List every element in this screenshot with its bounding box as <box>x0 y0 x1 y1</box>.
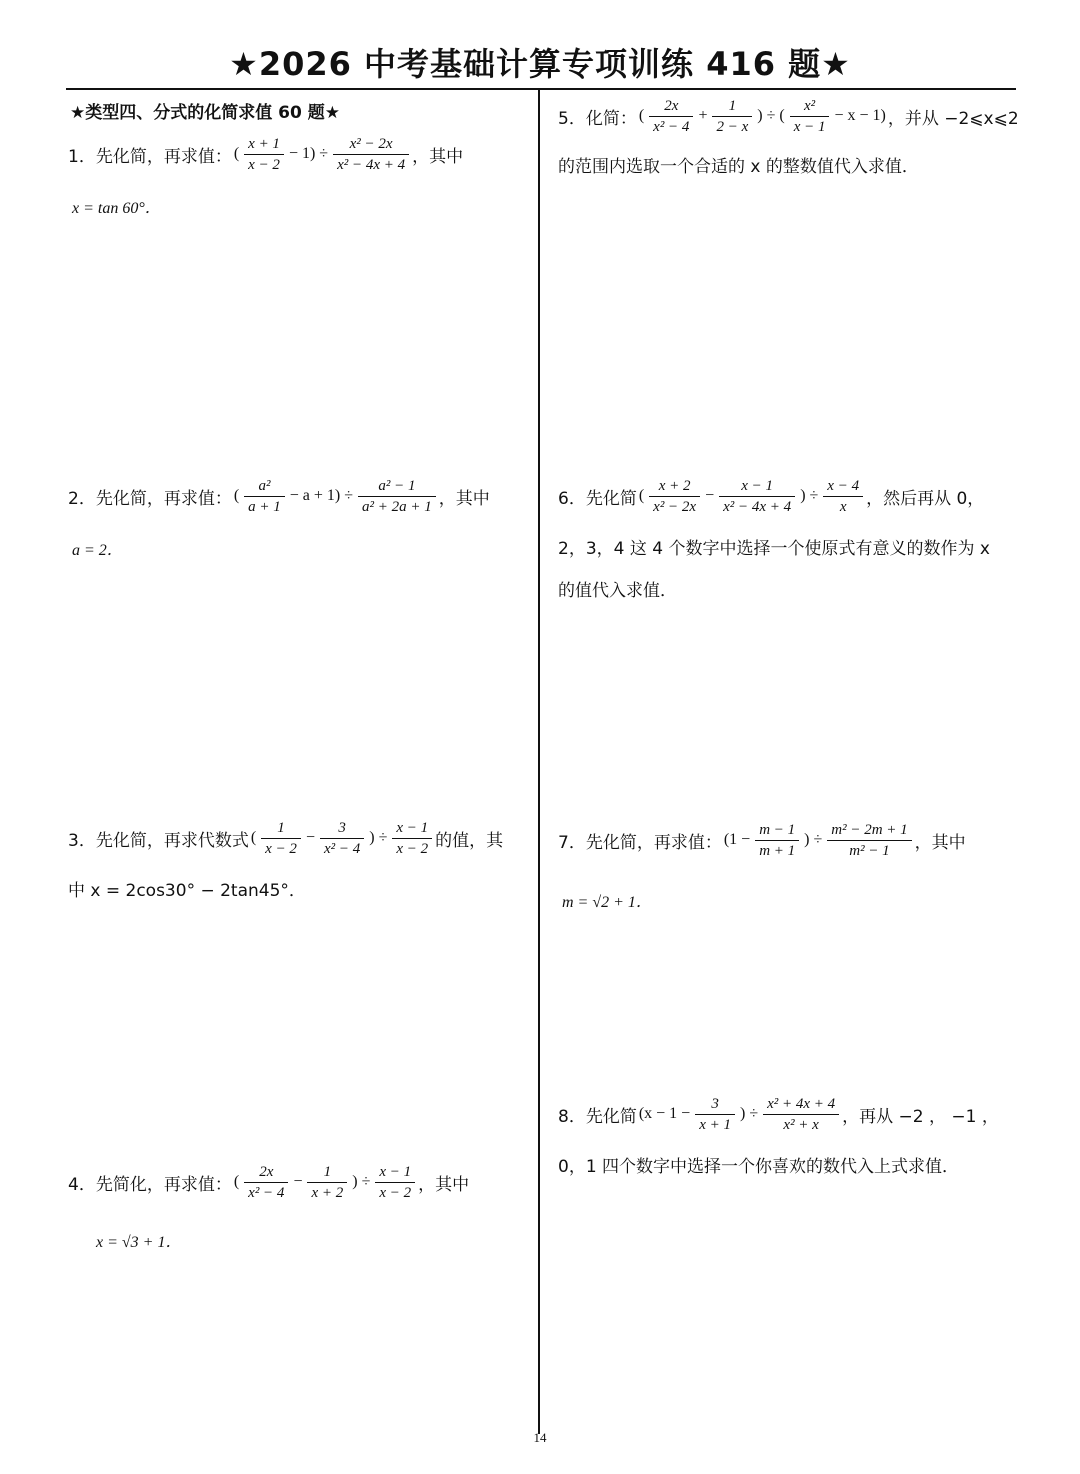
problem-1-lead: 1．先化简，再求值： <box>68 146 232 167</box>
denominator: x² − 2x <box>653 498 697 515</box>
operator: ) ÷ <box>369 829 388 846</box>
fraction <box>695 1094 735 1135</box>
paren: ( <box>233 145 240 162</box>
problem-4-condition: x = √3 + 1． <box>96 1233 182 1251</box>
numerator: a² − 1 <box>378 477 416 494</box>
problem-5 <box>558 92 1019 140</box>
fraction <box>712 96 752 137</box>
problem-3-lead: 3．先化简，再求代数式 <box>68 830 249 851</box>
denominator: x² − 4x + 4 <box>337 156 406 173</box>
problem-2-tail: ，其中 <box>438 488 490 509</box>
operator: − a + 1) ÷ <box>289 487 354 504</box>
problem-4-tail: ，其中 <box>418 1174 470 1195</box>
numerator: a² <box>258 477 271 494</box>
denominator: x − 2 <box>379 1184 412 1201</box>
problem-5-lead: 5．化简： <box>558 108 637 129</box>
problem-1-tail: ，其中 <box>412 146 464 167</box>
denominator: x² − 4 <box>323 840 361 857</box>
numerator: 2x <box>664 97 679 114</box>
numerator: 2x <box>259 1163 274 1180</box>
problem-7 <box>558 816 966 864</box>
numerator: x + 1 <box>248 135 280 152</box>
fraction <box>358 476 436 517</box>
denominator: x² − 4 <box>653 118 690 135</box>
denominator: x − 2 <box>396 840 429 857</box>
fraction <box>333 134 409 175</box>
denominator: x − 1 <box>793 118 826 135</box>
operator: − <box>305 829 315 846</box>
numerator: x − 1 <box>396 819 429 836</box>
denominator: x² − 4x + 4 <box>723 498 792 515</box>
fraction <box>244 1162 288 1203</box>
problem-4 <box>68 1158 469 1206</box>
operator: ) ÷ <box>352 1173 371 1190</box>
denominator: x − 2 <box>248 156 280 173</box>
fraction <box>649 96 693 137</box>
denominator: x − 2 <box>265 840 297 857</box>
denominator: a + 1 <box>248 498 281 515</box>
problem-2-condition: a = 2． <box>72 541 123 559</box>
fraction <box>823 476 863 517</box>
denominator: x² + x <box>783 1116 819 1133</box>
numerator: x + 2 <box>658 477 691 494</box>
problem-6-condition: 2，3，4 这 4 个数字中选择一个使原式有意义的数作为 x <box>558 538 990 559</box>
problem-7-lead: 7．先化简，再求值： <box>558 832 722 853</box>
fraction <box>244 134 284 175</box>
fraction <box>827 820 911 861</box>
numerator: x² <box>804 97 816 114</box>
problem-7-condition: m = √2 + 1． <box>562 893 652 911</box>
operator: ) ÷ <box>800 487 819 504</box>
denominator: m + 1 <box>759 842 796 859</box>
paren: (1 − <box>723 831 751 848</box>
problem-1-condition: x = tan 60°． <box>72 199 161 217</box>
problem-6-lead: 6．先化简 <box>558 488 637 509</box>
problem-4-lead: 4．先简化，再求值： <box>68 1174 232 1195</box>
problem-6-tail: ，然后再从 0， <box>866 488 985 509</box>
operator: ) ÷ <box>739 1105 759 1122</box>
page-number: 14 <box>533 1430 547 1445</box>
section-heading: ★类型四、分式的化简求值 60 题★ <box>70 103 340 123</box>
fraction <box>755 820 799 861</box>
paren: ( <box>250 829 257 846</box>
numerator: 1 <box>323 1163 332 1180</box>
fraction <box>763 1094 839 1135</box>
fraction <box>307 1162 347 1203</box>
operator: − <box>705 487 715 504</box>
title-rule <box>66 88 1016 90</box>
column-divider <box>538 90 540 1434</box>
denominator: m² − 1 <box>849 842 890 859</box>
numerator: x² + 4x + 4 <box>767 1095 836 1112</box>
numerator: 3 <box>338 819 346 836</box>
denominator: x + 1 <box>699 1116 731 1133</box>
page-title: ★2026 中考基础计算专项训练 416 题★ <box>229 45 851 83</box>
paren: ( <box>638 487 645 504</box>
numerator: m² − 2m + 1 <box>831 821 908 838</box>
fraction <box>375 1162 415 1203</box>
fraction <box>649 476 700 517</box>
operator: + <box>698 107 708 124</box>
numerator: x² − 2x <box>349 135 393 152</box>
operator: − 1) ÷ <box>288 145 329 162</box>
denominator: x² − 4 <box>248 1184 285 1201</box>
operator: − x − 1) <box>834 107 886 124</box>
fraction <box>790 96 830 137</box>
problem-6-condition-2: 的值代入求值． <box>558 580 677 601</box>
numerator: x − 1 <box>741 477 774 494</box>
denominator: 2 − x <box>716 118 749 135</box>
problem-8 <box>558 1090 999 1138</box>
problem-2-lead: 2．先化简，再求值： <box>68 488 232 509</box>
problem-5-tail: ，并从 −2⩽x⩽2 <box>887 108 1019 129</box>
problem-3-condition: 中 x = 2cos30° − 2tan45°． <box>68 880 306 901</box>
fraction <box>261 818 301 859</box>
problem-8-lead: 8．先化简 <box>558 1106 637 1127</box>
denominator: a² + 2a + 1 <box>362 498 432 515</box>
problem-7-tail: ，其中 <box>914 832 966 853</box>
paren: ( <box>233 487 240 504</box>
operator: ) ÷ ( <box>757 107 785 124</box>
paren: ( <box>233 1173 240 1190</box>
fraction <box>244 476 285 517</box>
operator: − <box>293 1173 303 1190</box>
fraction <box>320 818 364 859</box>
numerator: x − 4 <box>827 477 860 494</box>
denominator: x + 2 <box>311 1184 344 1201</box>
numerator: 1 <box>277 819 285 836</box>
problem-6 <box>558 472 984 520</box>
problem-1 <box>68 130 463 178</box>
operator: ) ÷ <box>804 831 823 848</box>
paren: ( <box>638 107 645 124</box>
numerator: x − 1 <box>379 1163 412 1180</box>
numerator: 1 <box>728 97 737 114</box>
problem-5-condition: 的范围内选取一个合适的 x 的整数值代入求值． <box>558 156 919 177</box>
problem-2 <box>68 472 490 520</box>
problem-8-tail: ，再从 −2 ， −1 ， <box>842 1106 999 1127</box>
fraction <box>392 818 432 859</box>
paren: (x − 1 − <box>638 1105 691 1122</box>
problem-3 <box>68 814 503 862</box>
problem-8-condition: 0，1 四个数字中选择一个你喜欢的数代入上式求值． <box>558 1156 960 1177</box>
numerator: m − 1 <box>759 821 796 838</box>
problem-3-tail: 的值，其 <box>435 830 504 851</box>
fraction <box>719 476 795 517</box>
numerator: 3 <box>711 1095 719 1112</box>
denominator: x <box>839 498 847 515</box>
